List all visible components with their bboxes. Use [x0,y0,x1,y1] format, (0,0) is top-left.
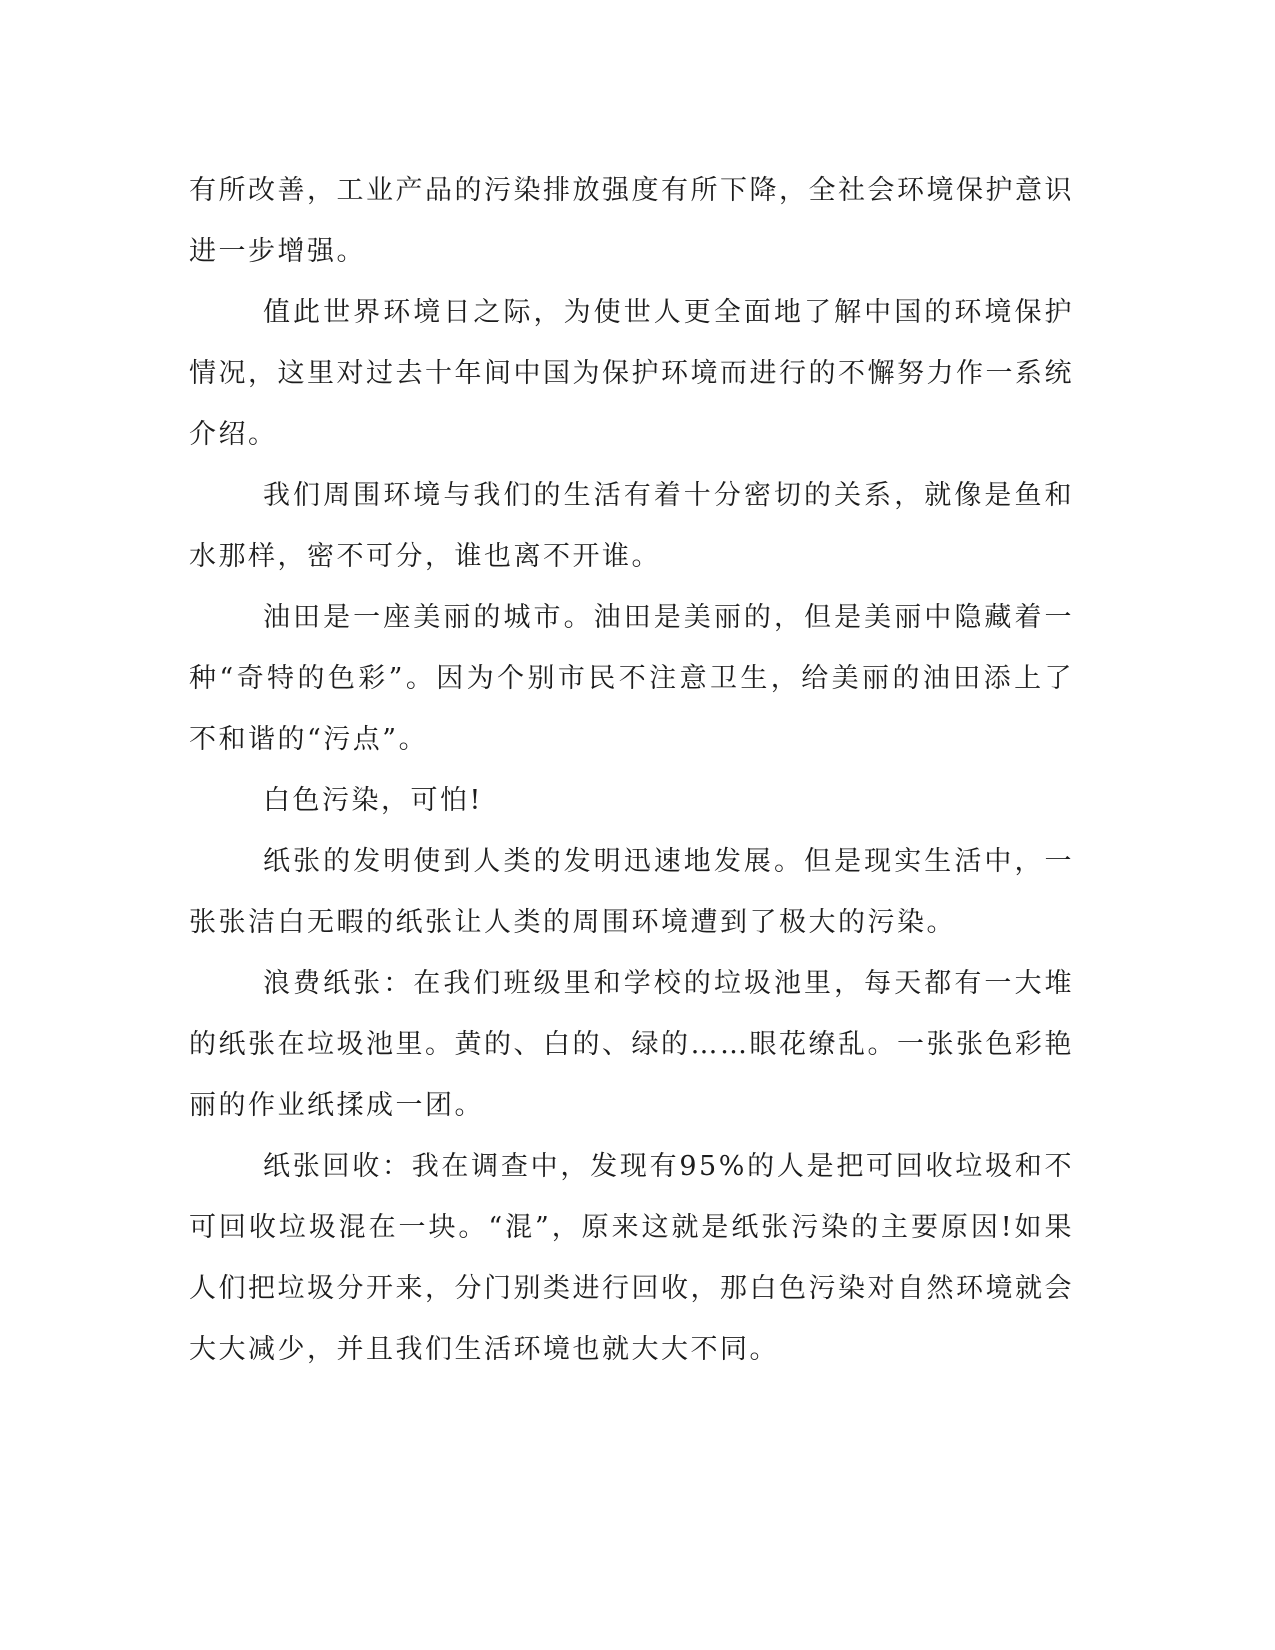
paragraph-6: 纸张的发明使到人类的发明迅速地发展。但是现实生活中，一张张洁白无暇的纸张让人类的周围环境遭到了极大的污染。 [189,846,1074,938]
paragraph-2: 值此世界环境日之际，为使世人更全面地了解中国的环境保护情况，这里对过去十年间中国为保护环境而进行的不懈努力作一系统介绍。 [189,297,1074,450]
paragraph-8: 纸张回收：我在调查中，发现有95%的人是把可回收垃圾和不可回收垃圾混在一块。“混”，原来这就是纸张污染的主要原因!如果人们把垃圾分开来，分门别类进行回收，那白色污染对自然环境就会大大减少，并且我们生活环境也就大大不同。 [189,1151,1074,1365]
paragraph-1: 有所改善，工业产品的污染排放强度有所下降，全社会环境保护意识进一步增强。 [189,175,1074,267]
paragraph-5: 白色污染，可怕! [263,785,483,816]
document-body [189,160,1074,1380]
paragraph-7: 浪费纸张：在我们班级里和学校的垃圾池里，每天都有一大堆的纸张在垃圾池里。黄的、白的、绿的……眼花缭乱。一张张色彩艳丽的作业纸揉成一团。 [189,968,1074,1121]
paragraph-3: 我们周围环境与我们的生活有着十分密切的关系，就像是鱼和水那样，密不可分，谁也离不开谁。 [189,480,1074,572]
paragraph-4: 油田是一座美丽的城市。油田是美丽的，但是美丽中隐藏着一种“奇特的色彩”。因为个别市民不注意卫生，给美丽的油田添上了不和谐的“污点”。 [189,602,1074,755]
